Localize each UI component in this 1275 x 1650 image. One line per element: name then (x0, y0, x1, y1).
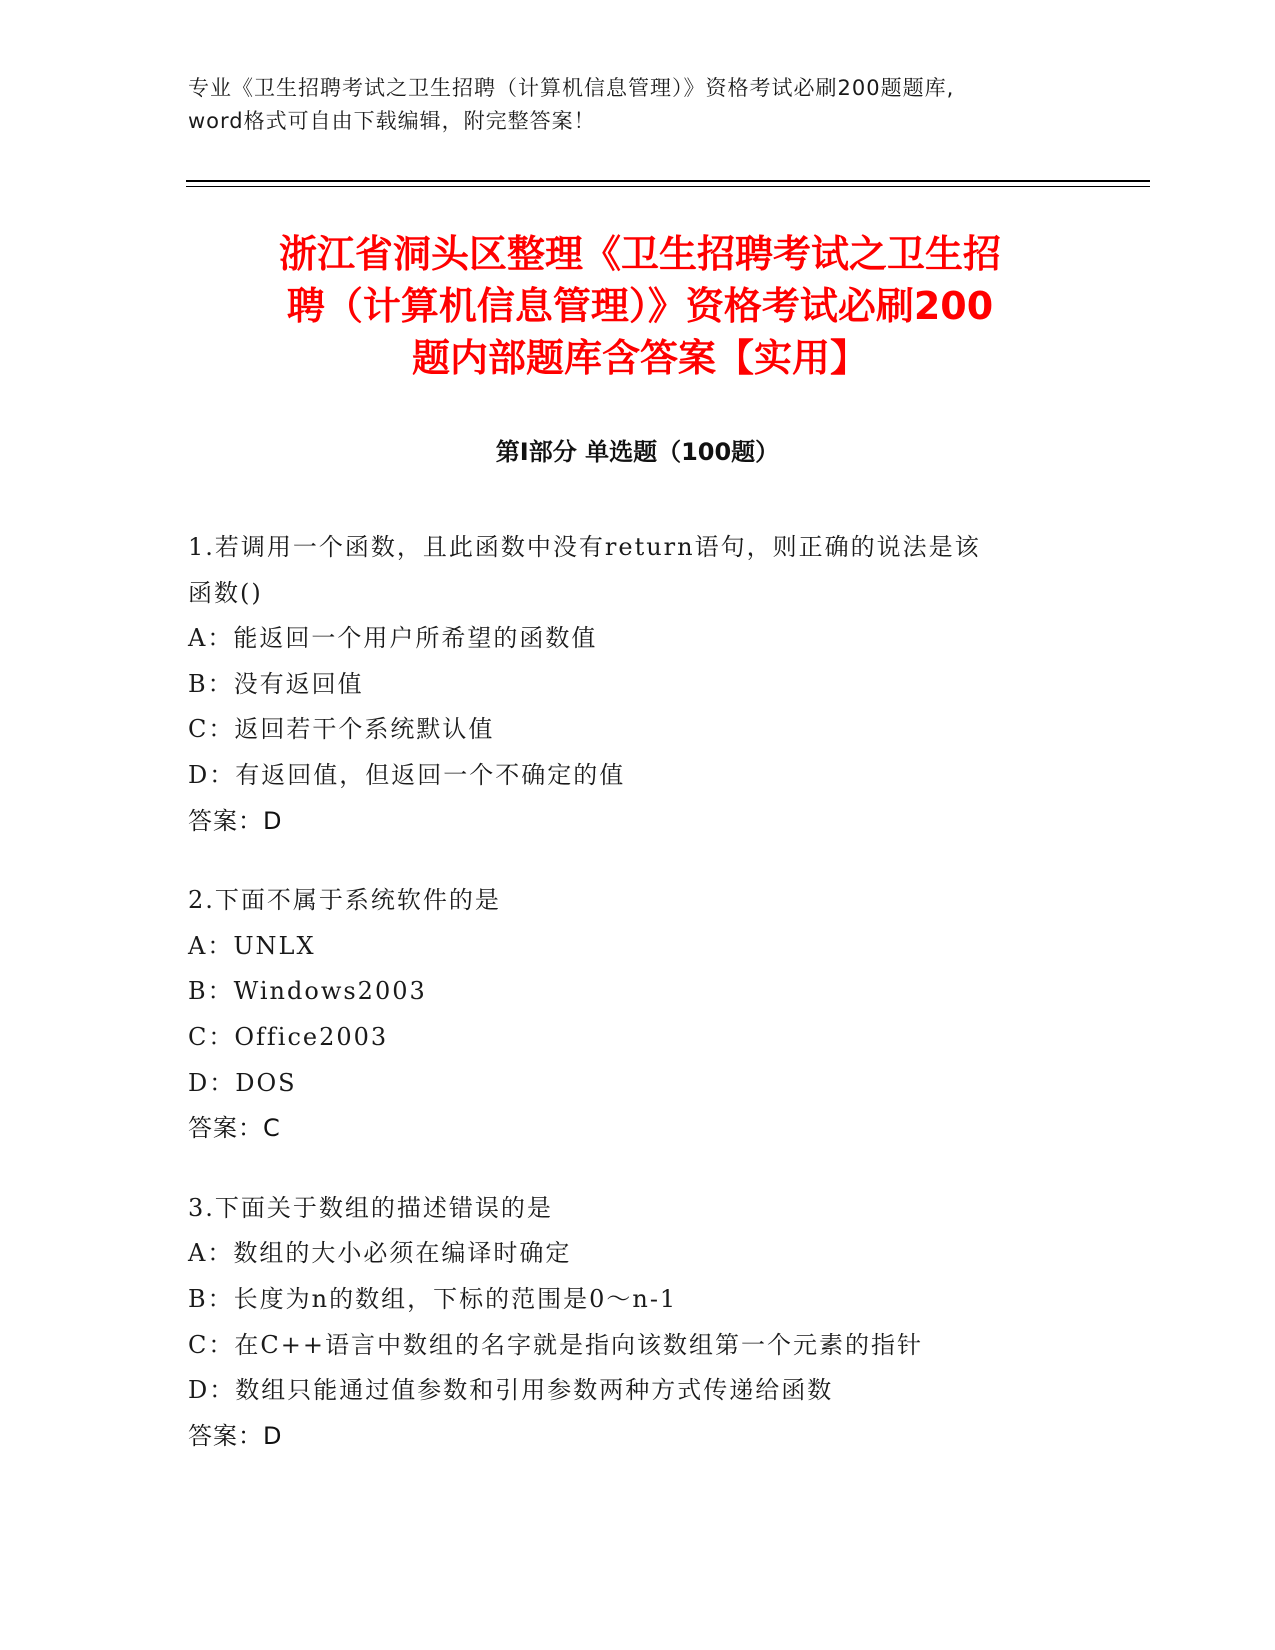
question-3 (188, 1186, 1088, 1460)
option-a: A：UNLX (188, 931, 316, 960)
option-a: A：能返回一个用户所希望的函数值 (188, 624, 598, 653)
answer: 答案：C (188, 1114, 281, 1143)
question-stem: 3.下面关于数组的描述错误的是 (188, 1193, 553, 1222)
document-title-line-1: 浙江省洞头区整理《卫生招聘考试之卫生招 (278, 232, 1001, 276)
document-title (180, 228, 1100, 384)
option-c: C：在C++语言中数组的名字就是指向该数组第一个元素的指针 (188, 1330, 923, 1359)
header-note-line-2: word格式可自由下载编辑，附完整答案！ (188, 109, 596, 133)
question-list (188, 525, 1088, 1493)
header-note (188, 72, 1088, 138)
header-divider-thin (186, 186, 1150, 187)
option-d: D：数组只能通过值参数和引用参数两种方式传递给函数 (188, 1376, 834, 1405)
question-stem: 2.下面不属于系统软件的是 (188, 886, 501, 915)
question-stem-line-2: 函数() (188, 578, 263, 607)
option-d: D：DOS (188, 1068, 297, 1097)
header-divider-thick (186, 180, 1150, 182)
question-stem-line-1: 1.若调用一个函数，且此函数中没有return语句，则正确的说法是该 (188, 533, 981, 561)
answer: 答案：D (188, 806, 283, 835)
section-title: 第Ⅰ部分 单选题（100题） (495, 438, 780, 466)
option-b: B：没有返回值 (188, 669, 364, 698)
option-b: B：长度为n的数组，下标的范围是0～n-1 (188, 1284, 678, 1313)
option-c: C：返回若干个系统默认值 (188, 715, 495, 744)
option-a: A：数组的大小必须在编译时确定 (188, 1239, 572, 1268)
document-title-line-3: 题内部题库含答案【实用】 (411, 336, 868, 380)
header-note-line-1: 专业《卫生招聘考试之卫生招聘（计算机信息管理）》资格考试必刷200题题库, (188, 76, 955, 100)
option-c: C：Office2003 (188, 1022, 389, 1051)
option-b: B：Windows2003 (188, 977, 427, 1006)
option-d: D：有返回值，但返回一个不确定的值 (188, 760, 626, 789)
answer: 答案：D (188, 1421, 283, 1450)
question-2 (188, 878, 1088, 1152)
question-1 (188, 525, 1088, 844)
document-title-line-2: 聘（计算机信息管理）》资格考试必刷200 (286, 284, 994, 328)
